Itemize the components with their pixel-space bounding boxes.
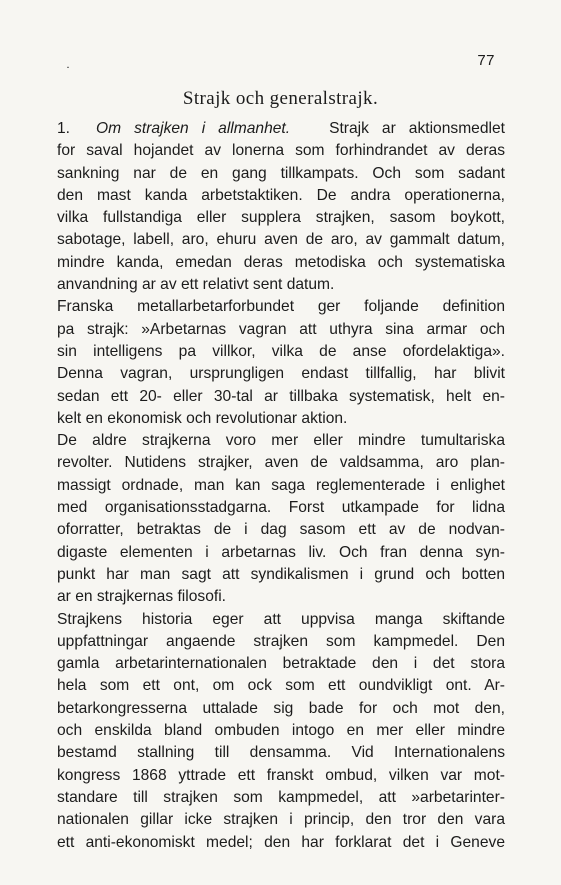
text-line: uppfattningar angaende strajken som kampmedel. Den xyxy=(57,632,505,650)
text-line-segment: Strajk ar aktionsmedlet xyxy=(329,120,505,137)
text-line: gamla arbetarinternationalen betraktade den i det stora xyxy=(57,655,505,673)
text-line: digaste elementen i arbetarnas liv. Och fran denna syn- xyxy=(57,543,505,561)
section-heading: Om strajken i allmanhet. xyxy=(96,120,291,137)
text-line: Denna vagran, ursprungligen endast tillfallig, har blivit xyxy=(57,365,505,383)
text-line: sankning nar de en gang tillkampats. Och som sadant xyxy=(57,164,505,182)
text-line: mindre kanda, emedan deras metodiska och systematiska xyxy=(57,253,505,271)
text-line: standare till strajken som kampmedel, att »arbetarinter- xyxy=(57,788,505,806)
text-line: sin intelligens pa villkor, vilka de anse ofordelaktiga». xyxy=(57,342,505,360)
text-line: Strajkens historia eger att uppvisa manga skiftande xyxy=(57,610,505,628)
text-line: ett anti-ekonomiskt medel; den har forklarat det i Geneve xyxy=(57,833,505,851)
text-line: kelt en ekonomisk och revolutionar aktion. xyxy=(57,409,348,427)
text-line: Franska metallarbetarforbundet ger foljande definition xyxy=(57,298,505,316)
text-line: och enskilda bland ombuden intogo en mer eller mindre xyxy=(57,722,505,740)
page-number: 77 xyxy=(477,52,495,69)
text-line: pa strajk: »Arbetarnas vagran att uthyra sina armar och xyxy=(57,320,505,338)
text-line: kongress 1868 yttrade ett franskt ombud, vilken var mot- xyxy=(57,766,505,784)
body-text xyxy=(57,118,505,854)
text-line: hela som ett ont, om ock som ett oundvikligt ont. Ar- xyxy=(57,677,505,695)
text-line: nationalen gillar icke strajken i princip, den tror den vara xyxy=(57,811,505,829)
text-line: sedan ett 20- eller 30-tal ar tillbaka systematisk, helt en- xyxy=(57,387,505,405)
text-line: vilka fullstandiga eller supplera strajken, sasom boykott, xyxy=(57,209,505,227)
text-line: ar en strajkernas filosofi. xyxy=(57,588,227,606)
text-line: sabotage, labell, aro, ehuru aven de aro, av gammalt datum, xyxy=(57,231,505,249)
chapter-title: Strajk och generalstrajk. xyxy=(182,88,379,109)
text-line: De aldre strajkerna voro mer eller mindre tumultariska xyxy=(57,432,505,450)
text-line: med organisationsstadgarna. Forst utkampade for lidna xyxy=(57,499,505,517)
text-line: massigt ordnade, man kan saga reglementerade i enlighet xyxy=(57,476,505,494)
text-line: anvandning ar av ett relativt sent datum. xyxy=(57,276,335,294)
text-line: punkt har man sagt att syndikalismen i grund och botten xyxy=(57,565,505,583)
text-line xyxy=(57,118,505,140)
stray-mark: · xyxy=(66,60,70,74)
text-line: for saval hojandet av lonerna som forhindrandet av deras xyxy=(57,142,505,160)
text-line: revolter. Nutidens strajker, aven de valdsamma, aro plan- xyxy=(57,454,505,472)
text-line: oforratter, betraktas de i dag sasom ett av de nodvan- xyxy=(57,521,505,539)
text-line: betarkongresserna uttalade sig bade for och mot den, xyxy=(57,699,505,717)
section-number: 1. xyxy=(57,120,71,137)
text-line: den mast kanda arbetstaktiken. De andra operationerna, xyxy=(57,186,505,204)
text-line: bestamd stallning till densamma. Vid Internationalens xyxy=(57,744,505,762)
